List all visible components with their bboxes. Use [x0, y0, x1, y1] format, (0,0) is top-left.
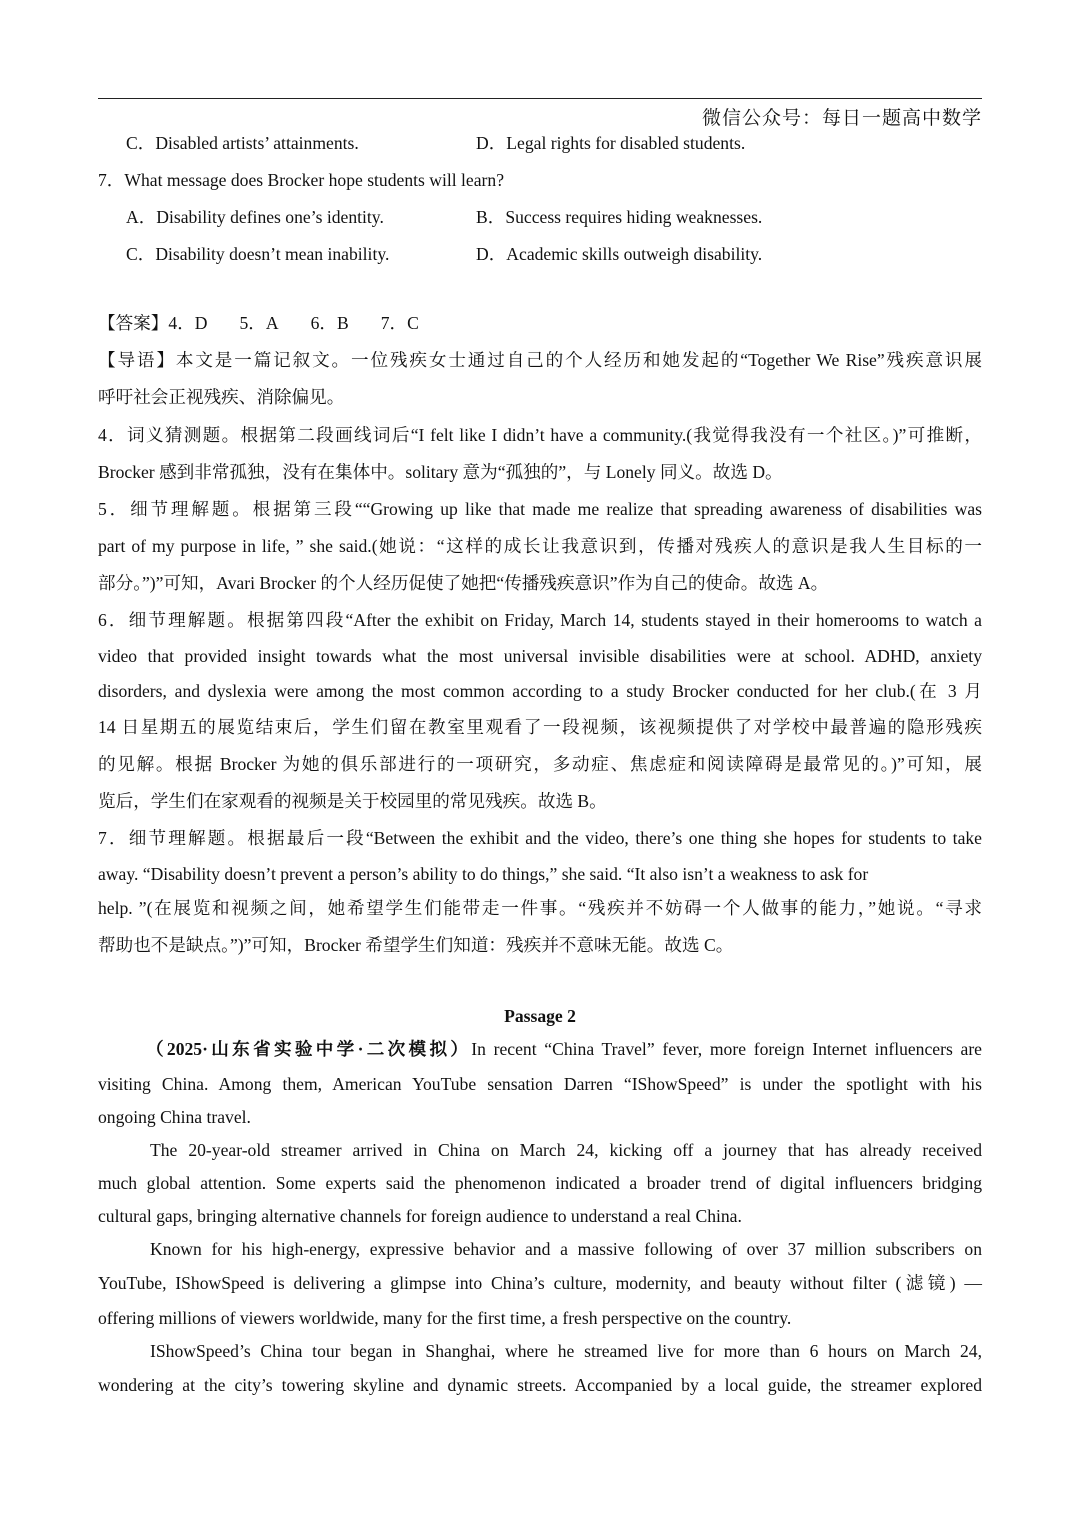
explanation-6-line-4: 14 日星期五的展览结束后，学生们留在教室里观看了一段视频，该视频提供了对学校中最普遍的隐形残疾	[98, 717, 982, 737]
explanation-7-line-2: away. “Disability doesn’t prevent a person’s ability to do things,” she said. “It also isn’t a weakness to ask for	[98, 864, 869, 884]
passage-2-p1-text-1: In recent “China Travel” fever, more foreign Internet influencers are	[471, 1039, 982, 1059]
passage-2-title: Passage 2	[504, 1006, 576, 1026]
passage-2-p4-line-2: wondering at the city’s towering skyline and dynamic streets. Accompanied by a local guide, the streamer explored	[98, 1375, 982, 1395]
header-watermark: 微信公众号：每日一题高中数学	[701, 108, 982, 129]
passage-2-p4-line-1: IShowSpeed’s China tour began in Shanghai, where he streamed live for more than 6 hours on March 24,	[150, 1341, 982, 1361]
passage-2-p2-line-1: The 20-year-old streamer arrived in China on March 24, kicking off a journey that has already received	[150, 1140, 982, 1160]
passage-2-p2-line-3: cultural gaps, bringing alternative channels for foreign audience to understand a real China.	[98, 1206, 742, 1226]
explanation-4-line-1: 4．词义猜测题。根据第二段画线词后“I felt like I didn’t have a community.(我觉得我没有一个社区。)”可推断，	[98, 425, 982, 445]
q7-option-d: D．Academic skills outweigh disability.	[476, 244, 763, 264]
passage-2-p3-line-3: offering millions of viewers worldwide, many for the first time, a fresh perspective on the country.	[98, 1308, 792, 1328]
answer-label: 【答案】	[98, 313, 169, 333]
passage-2-p1-line-2: visiting China. Among them, American YouTube sensation Darren “IShowSpeed” is under the spotlight with his	[98, 1074, 982, 1094]
answer-key	[98, 315, 419, 333]
answer-7: 7．C	[380, 313, 419, 333]
passage-2-source: （2025·山东省实验中学·二次模拟）	[146, 1039, 472, 1059]
explanation-5-line-3: 部分。”)”可知，Avari Brocker 的个人经历促使了她把“传播残疾意识”作为自己的使命。故选 A。	[98, 573, 829, 593]
passage-2-p2-line-2: much global attention. Some experts said the phenomenon indicated a broader trend of digital influencers bridging	[98, 1173, 982, 1193]
q7-stem: 7．What message does Brocker hope students will learn?	[98, 170, 505, 190]
explanation-6-line-6: 览后，学生们在家观看的视频是关于校园里的常见残疾。故选 B。	[98, 791, 607, 811]
q7-option-b: B．Success requires hiding weaknesses.	[476, 207, 763, 227]
answer-4: 4．D	[168, 313, 208, 333]
explanation-7-line-3: help. ”(在展览和视频之间，她希望学生们能带走一件事。“残疾并不妨碍一个人做事的能力，”她说。“寻求	[98, 898, 982, 918]
explanation-6-line-1: 6．细节理解题。根据第四段“After the exhibit on Friday, March 14, students stayed in their homerooms to watch a	[98, 610, 982, 630]
explanation-6-line-2: video that provided insight towards what the most universal invisible disabilities were at school. ADHD, anxiety	[98, 646, 982, 666]
explanation-7-line-1: 7．细节理解题。根据最后一段“Between the exhibit and the video, there’s one thing she hopes for students to take	[98, 828, 982, 848]
q6-option-c: C．Disabled artists’ attainments.	[126, 133, 359, 153]
q7-option-c: C．Disability doesn’t mean inability.	[126, 244, 390, 264]
explanation-5-line-2: part of my purpose in life, ” she said.(她说：“这样的成长让我意识到，传播对残疾人的意识是我人生目标的一	[98, 536, 982, 556]
intro-line-2: 呼吁社会正视残疾、消除偏见。	[98, 387, 345, 407]
intro-line-1: 【导语】本文是一篇记叙文。一位残疾女士通过自己的个人经历和她发起的“Together We Rise”残疾意识展	[98, 350, 982, 370]
answer-6: 6．B	[310, 313, 349, 333]
passage-2-p3-line-2: YouTube, IShowSpeed is delivering a glimpse into China’s culture, modernity, and beauty without filter (滤镜) —	[98, 1273, 982, 1293]
passage-2-p1-line-3: ongoing China travel.	[98, 1107, 251, 1127]
header-rule	[98, 98, 982, 99]
explanation-6-line-5: 的见解。根据 Brocker 为她的俱乐部进行的一项研究，多动症、焦虑症和阅读障碍是最常见的。)”可知，展	[98, 754, 982, 774]
answer-5: 5．A	[239, 313, 279, 333]
passage-2-p1-line-1	[98, 1041, 982, 1059]
q6-option-d: D．Legal rights for disabled students.	[476, 133, 746, 153]
explanation-7-line-4: 帮助也不是缺点。”)”可知，Brocker 希望学生们知道：残疾并不意味无能。故选 C。	[98, 935, 734, 955]
q7-option-a: A．Disability defines one’s identity.	[126, 207, 384, 227]
passage-2-p3-line-1: Known for his high-energy, expressive behavior and a massive following of over 37 million subscribers on	[150, 1239, 982, 1259]
explanation-6-line-3: disorders, and dyslexia were among the most common according to a study Brocker conducted for her club.(在 3 月	[98, 681, 982, 701]
explanation-5-line-1: 5．细节理解题。根据第三段““Growing up like that made me realize that spreading awareness of disabilities was	[98, 499, 982, 519]
explanation-4-line-2: Brocker 感到非常孤独，没有在集体中。solitary 意为“孤独的”，与 Lonely 同义。故选 D。	[98, 462, 783, 482]
